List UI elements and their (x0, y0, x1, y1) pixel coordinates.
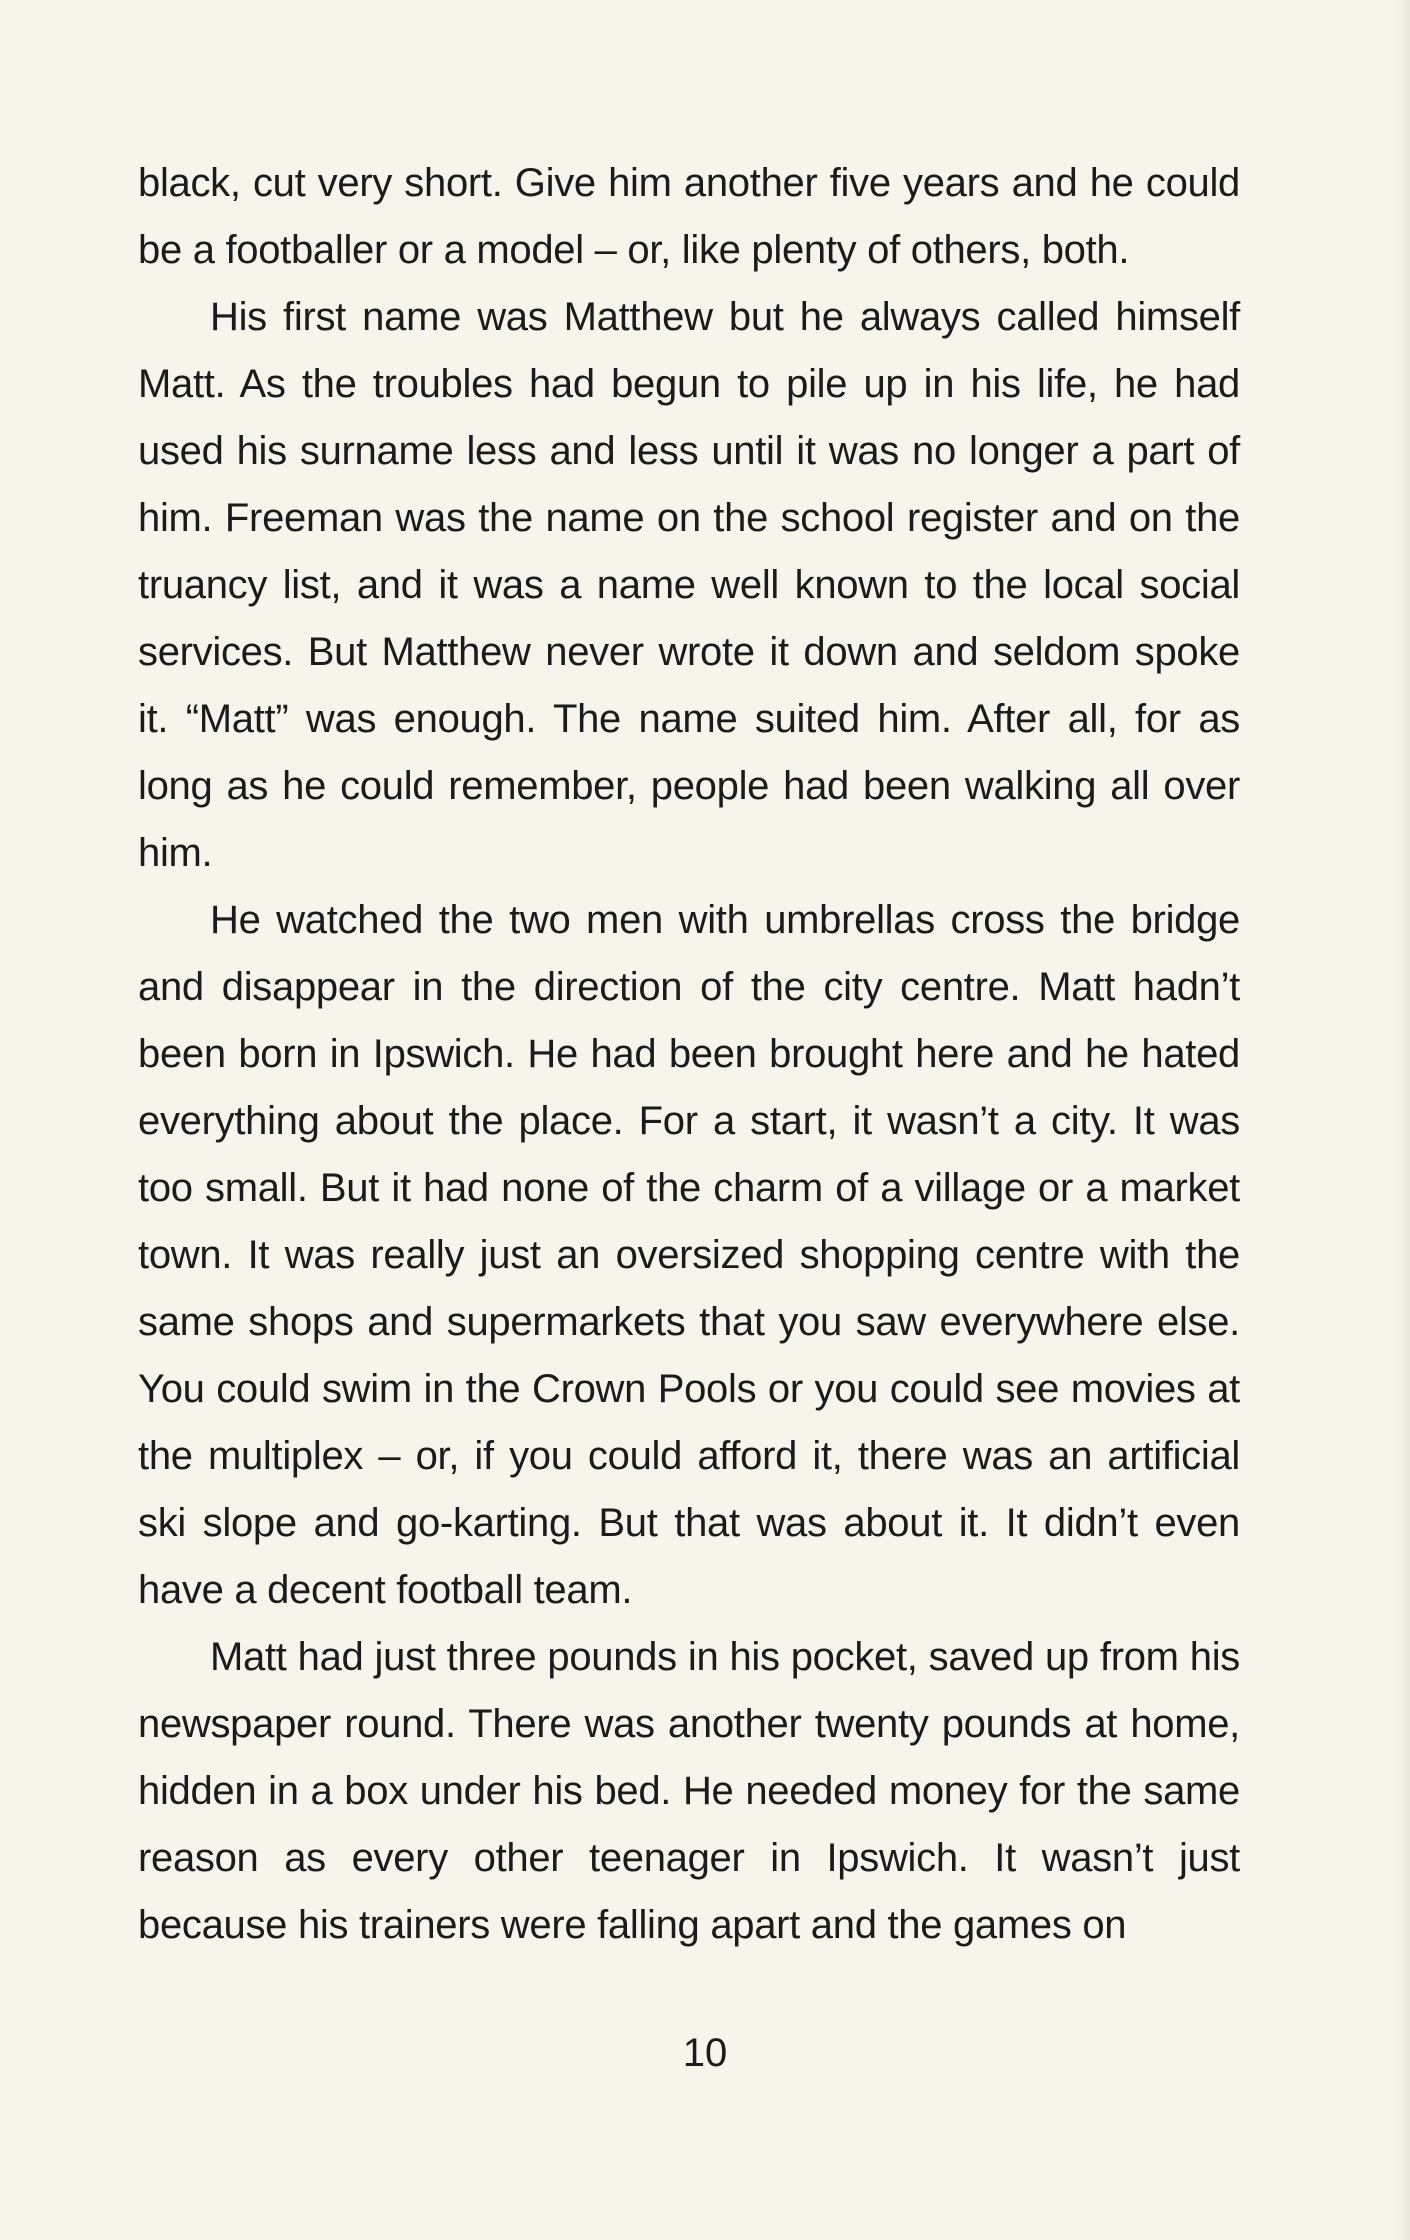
paragraph-money: Matt had just three pounds in his pocket, saved up from his newspaper round. There was another twenty pounds at home, hidden in a box under his bed. He needed money for the same reason as every other teenager in Ipswich. It wasn’t just because his trainers were falling apart and the games on (138, 1635, 1240, 1947)
page-edge-shadow (1396, 0, 1410, 2240)
paragraph-matt-name: His first name was Matthew but he always called himself Matt. As the troubles had begun to pile up in his life, he had used his surname less and less until it was no longer a part of him. Freeman was the name on the school register and on the truancy list, and it was a name well known to the local social services. But Matthew never wrote it down and seldom spoke it. “Matt” was enough. The name suited him. After all, for as long as he could remember, people had been walking all over him. (138, 295, 1240, 875)
paragraph-ipswich: He watched the two men with umbrellas cross the bridge and disappear in the direction of the city centre. Matt hadn’t been born in Ipswich. He had been brought here and he hated everything about the place. For a start, it wasn’t a city. It was too small. But it had none of the charm of a village or a market town. It was really just an oversized shopping centre with the same shops and supermarkets that you saw everywhere else. You could swim in the Crown Pools or you could see movies at the multiplex – or, if you could afford it, there was an artificial ski slope and go-karting. But that was about it. It didn’t even have a decent football team. (138, 898, 1240, 1612)
body-text (138, 150, 1240, 1959)
page-number: 10 (682, 2031, 728, 2075)
paragraph-continuation: black, cut very short. Give him another five years and he could be a footballer or a model – or, like plenty of others, both. (138, 161, 1240, 272)
